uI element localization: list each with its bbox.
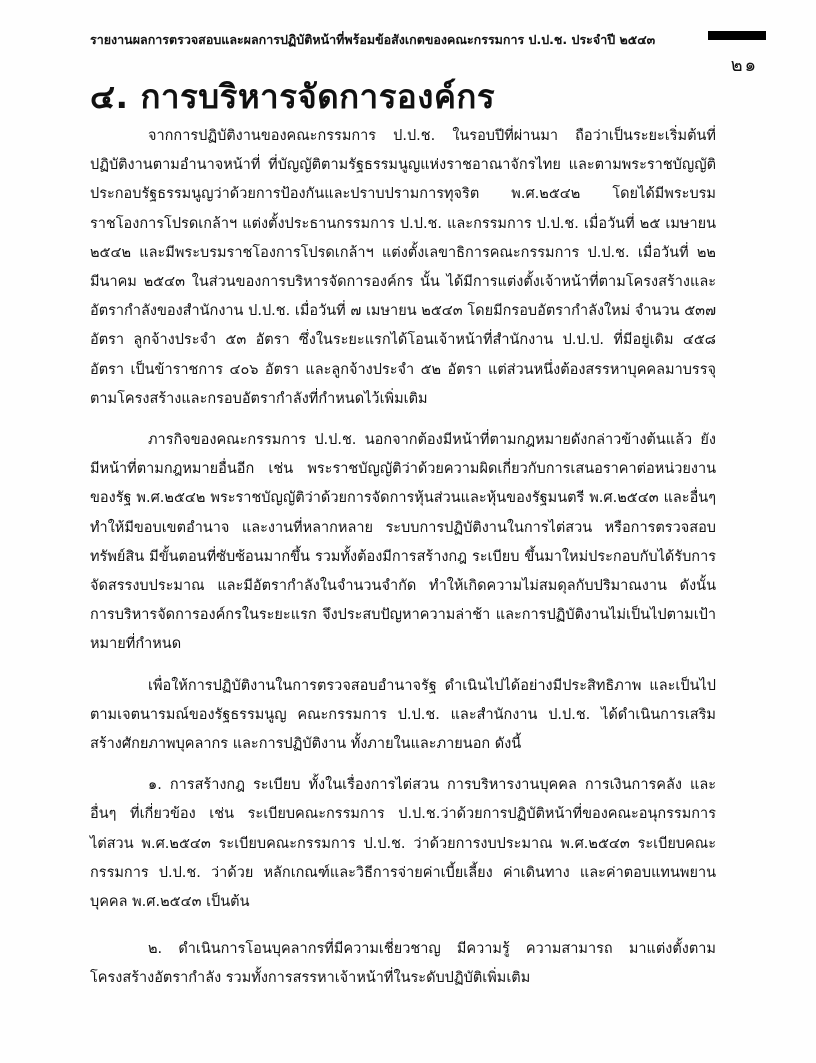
paragraph-mission: ภารกิจของคณะกรรมการ ป.ป.ช. นอกจากต้องมีหน้าที่ตามกฎหมายดังกล่าวข้างต้นแล้ว ยังมีหน้าที่ตามกฎหมายอื่นอีก เช่น พระราชบัญญัติว่าด้วยความผิดเกี่ยวกับการเสนอราคาต่อหน่วยงานของรัฐ พ.ศ.๒๕๔๒ พระราชบัญญัติว่าด้วยการจัดการหุ้นส่วนและหุ้นของรัฐมนตรี พ.ศ.๒๕๔๓ และอื่นๆ ทำให้มีขอบเขตอำนาจ และงานที่หลากหลาย ระบบการปฏิบัติงานในการไต่สวน หรือการตรวจสอบทรัพย์สิน มีขั้นตอนที่ซับซ้อนมากขึ้น รวมทั้งต้องมีการสร้างกฎ ระเบียบ ขึ้นมาใหม่ประกอบกับได้รับการจัดสรรงบประมาณ และมีอัตรากำลังในจำนวนจำกัด ทำให้เกิดความไม่สมดุลกับปริมาณงาน ดังนั้นการบริหารจัดการองค์กรในระยะแรก จึงประสบปัญหาความล่าช้า และการปฏิบัติงานไม่เป็นไปตามเป้าหมายที่กำหนด <box>90 432 716 653</box>
list-item-staff-transfer: ๒. ดำเนินการโอนบุคลากรที่มีความเชี่ยวชาญ มีความรู้ ความสามารถ มาแต่งตั้งตามโครงสร้างอัตรากำลัง รวมทั้งการสรรหาเจ้าหน้าที่ในระดับปฏิบัติเพิ่มเติม <box>90 941 716 987</box>
section-heading: ๔. การบริหารจัดการองค์กร <box>90 77 496 116</box>
body-text <box>90 122 716 1012</box>
running-header: รายงานผลการตรวจสอบและผลการปฏิบัติหน้าที่พร้อมข้อสังเกตของคณะกรรมการ ป.ป.ช. ประจำปี ๒๕๔๓ <box>90 32 656 47</box>
page-number: ๒๑ <box>730 55 758 76</box>
header-redaction-bar <box>708 31 766 40</box>
list-item-rules: ๑. การสร้างกฎ ระเบียบ ทั้งในเรื่องการไต่สวน การบริหารงานบุคคล การเงินการคลัง และอื่นๆ ที่เกี่ยวข้อง เช่น ระเบียบคณะกรรมการ ป.ป.ช.ว่าด้วยการปฏิบัติหน้าที่ของคณะอนุกรรมการไต่สวน พ.ศ.๒๕๔๓ ระเบียบคณะกรรมการ ป.ป.ช. ว่าด้วยการงบประมาณ พ.ศ.๒๕๔๓ ระเบียบคณะกรรมการ ป.ป.ช. ว่าด้วย หลักเกณฑ์และวิธีการจ่ายค่าเบี้ยเลี้ยง ค่าเดินทาง และค่าตอบแทนพยานบุคคล พ.ศ.๒๕๔๓ เป็นต้น <box>90 777 716 911</box>
paragraph-strengthening: เพื่อให้การปฏิบัติงานในการตรวจสอบอำนาจรัฐ ดำเนินไปได้อย่างมีประสิทธิภาพ และเป็นไปตามเจตนารมณ์ของรัฐธรรมนูญ คณะกรรมการ ป.ป.ช. และสำนักงาน ป.ป.ช. ได้ดำเนินการเสริมสร้างศักยภาพบุคลากร และการปฏิบัติงาน ทั้งภายในและภายนอก ดังนี้ <box>90 677 716 753</box>
paragraph-background: จากการปฏิบัติงานของคณะกรรมการ ป.ป.ช. ในรอบปีที่ผ่านมา ถือว่าเป็นระยะเริ่มต้นที่ปฏิบัติงานตามอำนาจหน้าที่ ที่บัญญัติตามรัฐธรรมนูญแห่งราชอาณาจักรไทย และตามพระราชบัญญัติประกอบรัฐธรรมนูญว่าด้วยการป้องกันและปราบปรามการทุจริต พ.ศ.๒๕๔๒ โดยได้มีพระบรมราชโองการโปรดเกล้าฯ แต่งตั้งประธานกรรมการ ป.ป.ช. และกรรมการ ป.ป.ช. เมื่อวันที่ ๒๕ เมษายน ๒๕๔๒ และมีพระบรมราชโองการโปรดเกล้าฯ แต่งตั้งเลขาธิการคณะกรรมการ ป.ป.ช. เมื่อวันที่ ๒๒ มีนาคม ๒๕๔๓ ในส่วนของการบริหารจัดการองค์กร นั้น ได้มีการแต่งตั้งเจ้าหน้าที่ตามโครงสร้างและอัตรากำลังของสำนักงาน ป.ป.ช. เมื่อวันที่ ๗ เมษายน ๒๕๔๓ โดยมีกรอบอัตรากำลังใหม่ จำนวน ๕๓๗ อัตรา ลูกจ้างประจำ ๕๓ อัตรา ซึ่งในระยะแรกได้โอนเจ้าหน้าที่สำนักงาน ป.ป.ป. ที่มีอยู่เดิม ๔๕๘ อัตรา เป็นข้าราชการ ๔๐๖ อัตรา และลูกจ้างประจำ ๕๒ อัตรา แต่ส่วนหนึ่งต้องสรรหาบุคคลมาบรรจุตามโครงสร้างและกรอบอัตรากำลังที่กำหนดไว้เพิ่มเติม <box>90 128 716 407</box>
